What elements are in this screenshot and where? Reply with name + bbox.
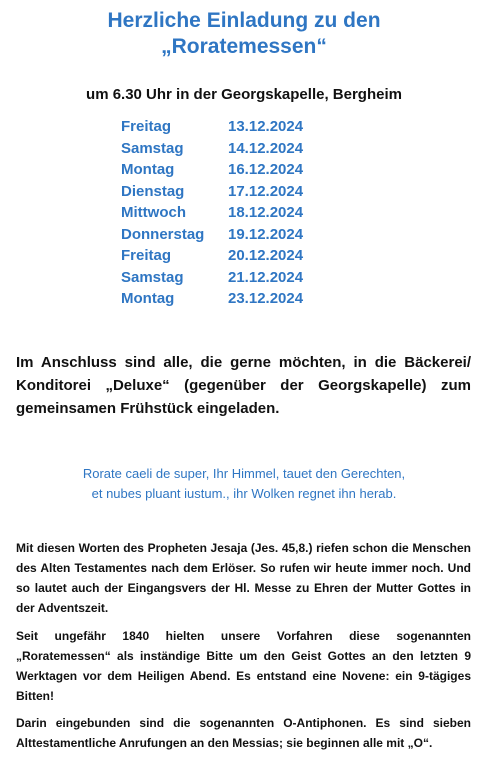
breakfast-invitation: Im Anschluss sind alle, die gerne möchten, in die Bäckerei/ Konditorei „Deluxe“ (gegenüber der Georgskapelle) zum gemeinsamen Frühstück eingeladen.	[16, 354, 471, 417]
paragraph-antiphons: Darin eingebunden sind die sogenannten O-Antiphonen. Es sind sieben Alttestamentliche Anrufungen an den Messias; sie beginnen alle mit „O“.	[16, 716, 471, 750]
schedule-day: Freitag	[121, 118, 172, 136]
title-line-1: Herzliche Einladung zu den	[107, 9, 381, 32]
schedule-date: 19.12.2024	[228, 225, 304, 243]
schedule-row	[121, 288, 348, 310]
schedule-list	[121, 116, 348, 310]
schedule-row	[121, 267, 348, 289]
quote-line-1: Rorate caeli de super, Ihr Himmel, tauet den Gerechten,	[82, 466, 406, 481]
paragraph-history: Seit ungefähr 1840 hielten unsere Vorfahren diese sogenannten „Roratemessen“ als inständige Bitte um den Geist Gottes an den letzten 9 Werktagen vor dem Heiligen Abend. Es entstand eine Novene: ein 9-tägiges Bitten!	[16, 629, 471, 703]
schedule-day: Mittwoch	[121, 204, 186, 222]
schedule-date: 17.12.2024	[228, 182, 304, 200]
schedule-day: Montag	[121, 290, 175, 308]
schedule-day: Dienstag	[121, 182, 185, 200]
schedule-row	[121, 181, 348, 203]
schedule-row	[121, 202, 348, 224]
schedule-date: 14.12.2024	[228, 139, 304, 157]
schedule-date: 23.12.2024	[228, 290, 304, 308]
schedule-day: Samstag	[121, 139, 184, 157]
paragraph-jesaja: Mit diesen Worten des Propheten Jesaja (Jes. 45,8.) riefen schon die Menschen des Alten Testamentes nach dem Erlöser. So rufen wir heute immer noch. Und so lautet auch der Eingangsvers der Hl. Messe zu Ehren der Mutter Gottes in der Adventszeit.	[16, 541, 471, 615]
schedule-row	[121, 245, 348, 267]
schedule-row	[121, 116, 348, 138]
schedule-day: Freitag	[121, 247, 172, 265]
schedule-date: 18.12.2024	[228, 204, 304, 222]
schedule-date: 16.12.2024	[228, 161, 304, 179]
schedule-row	[121, 224, 348, 246]
schedule-date: 13.12.2024	[228, 118, 304, 136]
rorate-quote	[0, 464, 488, 504]
subtitle: um 6.30 Uhr in der Georgskapelle, Bergheim	[86, 86, 402, 103]
schedule-row	[121, 159, 348, 181]
schedule-date: 20.12.2024	[228, 247, 304, 265]
schedule-date: 21.12.2024	[228, 268, 304, 286]
quote-line-2: et nubes pluant iustum., ihr Wolken regnet ihn herab.	[91, 486, 397, 501]
schedule-row	[121, 138, 348, 160]
schedule-day: Montag	[121, 161, 175, 179]
schedule-day: Donnerstag	[121, 225, 205, 243]
schedule-day: Samstag	[121, 268, 184, 286]
title-line-2: „Roratemessen“	[161, 35, 327, 58]
